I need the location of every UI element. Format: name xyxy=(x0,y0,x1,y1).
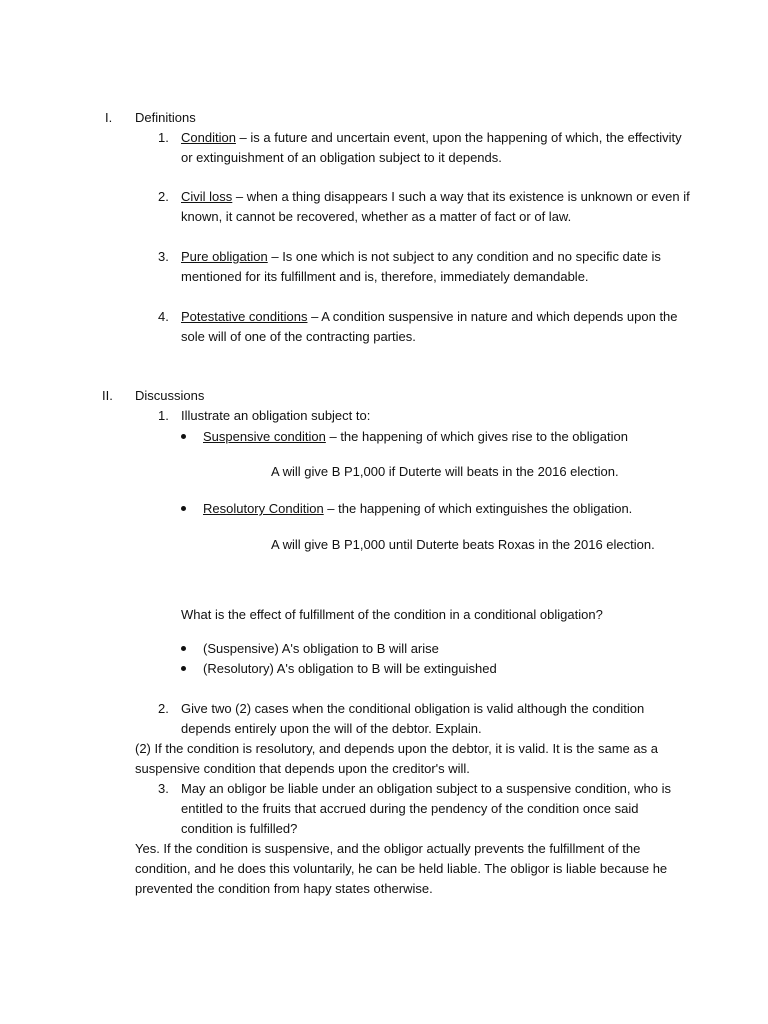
effect-answer-resolutory: (Resolutory) A's obligation to B will be extinguished xyxy=(203,661,497,676)
question-3-line3: condition is fulfilled? xyxy=(181,821,298,836)
bullet-icon xyxy=(181,506,186,511)
answer-3-line3: prevented the condition from hapy states otherwise. xyxy=(135,881,433,896)
section-1-numeral: I. xyxy=(105,110,113,125)
suspensive-example: A will give B P1,000 if Duterte will beats in the 2016 election. xyxy=(271,464,619,479)
bullet-icon xyxy=(181,646,186,651)
resolutory-condition-line xyxy=(203,499,632,519)
question-1-number: 1. xyxy=(158,408,169,423)
question-3-number: 3. xyxy=(158,781,169,796)
question-3-line1: May an obligor be liable under an obligation subject to a suspensive condition, who is xyxy=(181,781,671,796)
bullet-icon xyxy=(181,434,186,439)
answer-2-line2: suspensive condition that depends upon the creditor's will. xyxy=(135,761,470,776)
answer-3-line2: condition, and he does this voluntarily, he can be held liable. The obligor is liable because he xyxy=(135,861,668,876)
section-2-heading: Discussions xyxy=(135,388,205,403)
question-2-number: 2. xyxy=(158,701,169,716)
resolutory-condition-text: – the happening of which extinguishes the obligation. xyxy=(323,501,633,516)
definition-3-line1 xyxy=(181,247,661,267)
definition-2-text: – when a thing disappears I such a way that its existence is unknown or even if xyxy=(232,189,690,204)
question-1-text: Illustrate an obligation subject to: xyxy=(181,408,371,423)
definition-2-line1 xyxy=(181,187,690,207)
definition-3-text: – Is one which is not subject to any condition and no specific date is xyxy=(267,249,661,264)
definition-4-line2: sole will of one of the contracting parties. xyxy=(181,329,416,344)
definition-3-line2: mentioned for its fulfillment and is, therefore, immediately demandable. xyxy=(181,269,589,284)
answer-3-line1: Yes. If the condition is suspensive, and the obligor actually prevents the fulfillment of the xyxy=(135,841,641,856)
resolutory-example: A will give B P1,000 until Duterte beats Roxas in the 2016 election. xyxy=(271,537,655,552)
effect-question: What is the effect of fulfillment of the condition in a conditional obligation? xyxy=(181,607,603,622)
suspensive-condition-term: Suspensive condition xyxy=(203,429,326,444)
question-3-line2: entitled to the fruits that accrued during the pendency of the condition once said xyxy=(181,801,639,816)
definition-2-line2: known, it cannot be recovered, whether as a matter of fact or of law. xyxy=(181,209,572,224)
effect-answer-suspensive: (Suspensive) A's obligation to B will arise xyxy=(203,641,439,656)
definition-1-text: – is a future and uncertain event, upon the happening of which, the effectivity xyxy=(235,130,682,145)
resolutory-condition-term: Resolutory Condition xyxy=(203,501,324,516)
suspensive-condition-text: – the happening of which gives rise to the obligation xyxy=(325,429,628,444)
definition-4-term: Potestative conditions xyxy=(181,309,308,324)
definition-4-text: – A condition suspensive in nature and which depends upon the xyxy=(307,309,678,324)
definition-1-line2: or extinguishment of an obligation subject to it depends. xyxy=(181,150,502,165)
definition-1-line1 xyxy=(181,128,682,148)
definition-4-line1 xyxy=(181,307,678,327)
definition-3-term: Pure obligation xyxy=(181,249,268,264)
section-1-heading: Definitions xyxy=(135,110,196,125)
question-2-line1: Give two (2) cases when the conditional obligation is valid although the condition xyxy=(181,701,645,716)
question-2-line2: depends entirely upon the will of the debtor. Explain. xyxy=(181,721,482,736)
definition-2-number: 2. xyxy=(158,189,169,204)
section-2-numeral: II. xyxy=(102,388,113,403)
definition-1-term: Condition xyxy=(181,130,236,145)
definition-1-number: 1. xyxy=(158,130,169,145)
definition-3-number: 3. xyxy=(158,249,169,264)
definition-4-number: 4. xyxy=(158,309,169,324)
bullet-icon xyxy=(181,666,186,671)
answer-2-line1: (2) If the condition is resolutory, and depends upon the debtor, it is valid. It is the same as a xyxy=(135,741,658,756)
definition-2-term: Civil loss xyxy=(181,189,233,204)
suspensive-condition-line xyxy=(203,427,628,447)
